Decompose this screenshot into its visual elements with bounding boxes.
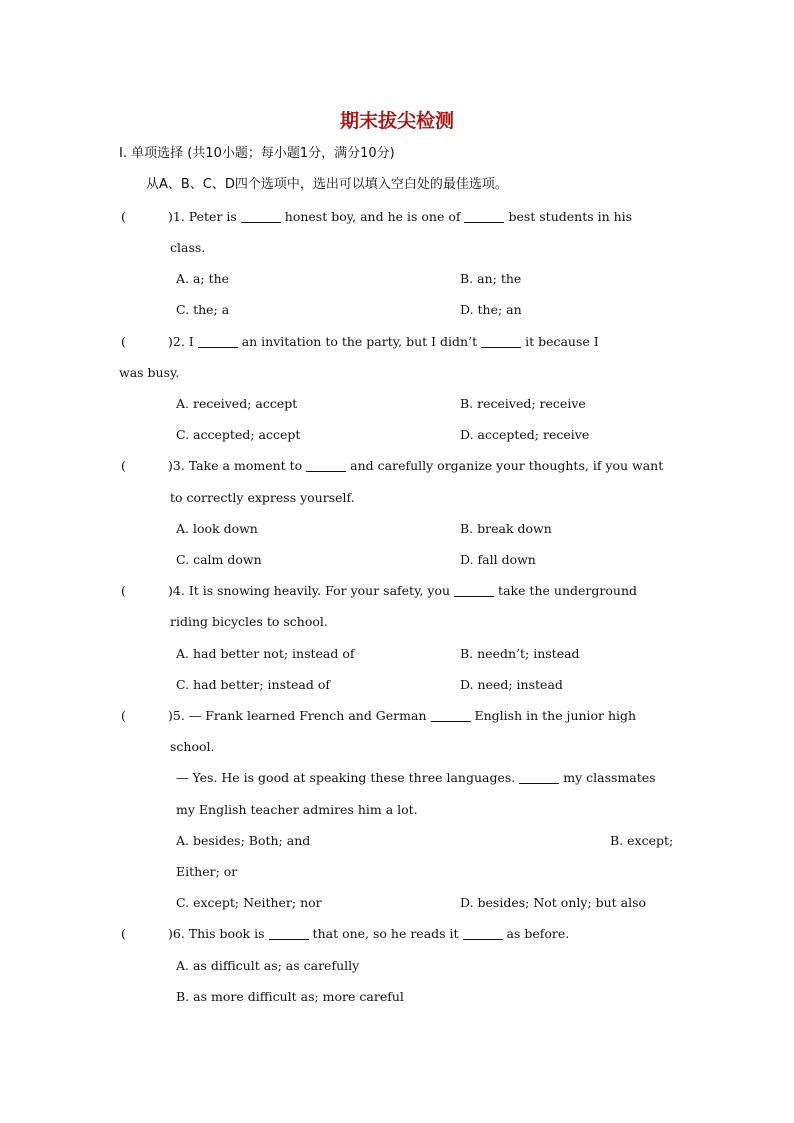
- question-stem-cont: riding bicycles to school.: [170, 614, 328, 629]
- option-a: A. besides; Both; and: [176, 833, 311, 848]
- dialogue-reply-cont: my English teacher admires him a lot.: [176, 802, 418, 817]
- question-stem: )5. — Frank learned French and German English in the junior high: [168, 708, 637, 723]
- question-stem: )6. This book is that one, so he reads it as before.: [168, 926, 570, 941]
- option-b: B. as more difficult as; more careful: [176, 989, 404, 1004]
- option-d: D. need; instead: [460, 677, 563, 692]
- question-stem-cont: class.: [170, 240, 206, 255]
- question-stem-cont: school.: [170, 739, 215, 754]
- question-stem: )2. I an invitation to the party, but I didn’t it because I: [168, 334, 599, 349]
- option-a: A. a; the: [176, 271, 230, 286]
- answer-blank: [431, 709, 471, 722]
- answer-blank: [463, 927, 503, 940]
- option-d: D. the; an: [460, 302, 522, 317]
- answer-paren: (: [121, 583, 126, 598]
- option-a: A. received; accept: [176, 396, 298, 411]
- option-b: B. an; the: [460, 271, 522, 286]
- question-stem-cont: was busy.: [119, 365, 180, 380]
- answer-paren: (: [121, 926, 126, 941]
- answer-blank: [269, 927, 309, 940]
- answer-blank: [464, 210, 504, 223]
- question-stem: )3. Take a moment to and carefully organize your thoughts, if you want: [168, 458, 664, 473]
- option-c: C. had better; instead of: [176, 677, 331, 692]
- page-title: 期末拔尖检测: [339, 110, 454, 132]
- answer-paren: (: [121, 334, 126, 349]
- dialogue-reply: — Yes. He is good at speaking these three languages. my classmates: [176, 770, 656, 785]
- option-b: B. received; receive: [460, 396, 586, 411]
- answer-blank: [454, 584, 494, 597]
- option-c: C. calm down: [176, 552, 262, 567]
- answer-paren: (: [121, 209, 126, 224]
- option-b: B. break down: [460, 521, 552, 536]
- option-b-cont: Either; or: [176, 864, 238, 879]
- answer-paren: (: [121, 458, 126, 473]
- section-heading: I. 单项选择 (共10小题；每小题1分，满分10分): [119, 146, 395, 161]
- answer-blank: [519, 771, 559, 784]
- answer-paren: (: [121, 708, 126, 723]
- option-c: C. the; a: [176, 302, 230, 317]
- option-a: A. as difficult as; as carefully: [176, 958, 360, 973]
- answer-blank: [306, 459, 346, 472]
- instruction-text: 从A、B、C、D四个选项中，选出可以填入空白处的最佳选项。: [146, 177, 508, 192]
- question-stem: )1. Peter is honest boy, and he is one of best students in his: [168, 209, 633, 224]
- option-d: D. accepted; receive: [460, 427, 590, 442]
- option-c: C. except; Neither; nor: [176, 895, 322, 910]
- option-b: B. needn’t; instead: [460, 646, 580, 661]
- option-a: A. look down: [176, 521, 258, 536]
- option-c: C. accepted; accept: [176, 427, 301, 442]
- answer-blank: [481, 335, 521, 348]
- question-stem: )4. It is snowing heavily. For your safety, you take the underground: [168, 583, 637, 598]
- option-a: A. had better not; instead of: [176, 646, 355, 661]
- question-stem-cont: to correctly express yourself.: [170, 490, 355, 505]
- option-d: D. besides; Not only; but also: [460, 895, 647, 910]
- answer-blank: [241, 210, 281, 223]
- answer-blank: [198, 335, 238, 348]
- option-b: B. except;: [610, 833, 674, 848]
- option-d: D. fall down: [460, 552, 536, 567]
